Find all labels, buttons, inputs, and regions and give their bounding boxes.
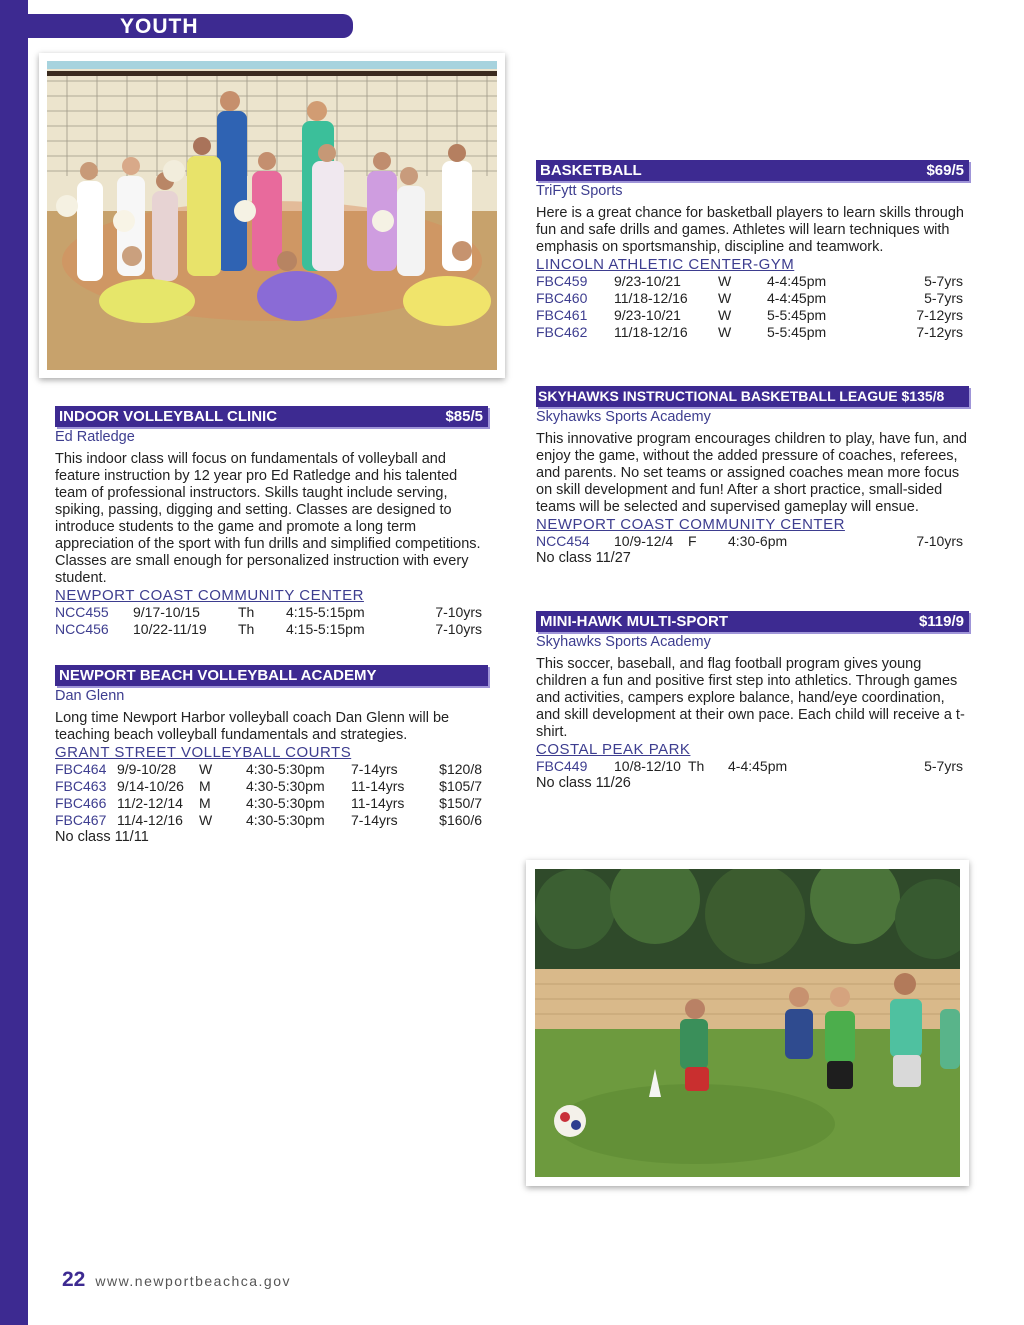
class-row: [55, 778, 488, 795]
volleyball-photo-image: [47, 61, 497, 370]
class-ages: 5-7yrs: [924, 290, 963, 306]
class-row: [55, 761, 488, 778]
class-code: FBC463: [55, 778, 107, 794]
location-link[interactable]: NEWPORT COAST COMMUNITY CENTER: [55, 587, 364, 604]
class-row: [536, 533, 969, 550]
class-day: Th: [688, 758, 705, 774]
class-time: 4-4:45pm: [728, 758, 788, 774]
class-description: This soccer, baseball, and flag football program gives young children a fun and positive first step into athletics. Through games and activities, campers explore balance, hand/eye coordination, and skill development at their own pace. Each child will receive a t-shirt.: [536, 656, 965, 740]
section-header: [55, 406, 488, 427]
class-code: FBC464: [55, 761, 107, 777]
class-description: Long time Newport Harbor volleyball coach Dan Glenn will be teaching beach volleyball fundamentals and strategies.: [55, 710, 450, 743]
class-code: FBC460: [536, 290, 588, 306]
class-time: 4:15-5:15pm: [286, 621, 365, 637]
class-time: 4-4:45pm: [767, 273, 827, 289]
class-ages: 11-14yrs: [351, 778, 405, 794]
class-note: No class 11/27: [536, 550, 631, 566]
section-tab-youth: [28, 14, 353, 38]
class-code: FBC459: [536, 273, 588, 289]
class-dates: 9/23-10/21: [614, 273, 681, 289]
class-note: No class 11/26: [536, 775, 631, 791]
section-title: SKYHAWKS INSTRUCTIONAL BASKETBALL LEAGUE $135/8: [538, 388, 945, 404]
location-link[interactable]: COSTAL PEAK PARK: [536, 741, 691, 758]
class-description: This innovative program encourages children to play, have fun, and enjoy the game, without the added pressure of coaches, referees, and parents. No set teams or assigned coaches mean more focus on skill development and fun! After a short practice, small-sided teams will be selected and supervised gameplay will ensue.: [536, 431, 967, 515]
section-title: NEWPORT BEACH VOLLEYBALL ACADEMY: [59, 667, 377, 684]
class-ages: 7-14yrs: [351, 761, 398, 777]
location-link[interactable]: GRANT STREET VOLLEYBALL COURTS: [55, 744, 352, 761]
class-row: [536, 273, 969, 290]
class-row: [55, 621, 488, 638]
basketball: [536, 160, 969, 341]
class-code: FBC462: [536, 324, 588, 340]
class-dates: 10/22-11/19: [133, 621, 207, 637]
section-header: [536, 160, 969, 181]
class-code: FBC467: [55, 812, 107, 828]
class-day: M: [199, 795, 211, 811]
class-ages: 7-10yrs: [435, 621, 482, 637]
section-price: $85/5: [445, 408, 483, 425]
class-row: [536, 307, 969, 324]
section-title: BASKETBALL: [540, 162, 642, 179]
section-header: [55, 665, 488, 686]
class-time: 4:30-5:30pm: [246, 795, 325, 811]
volleyball-group-photo: [39, 53, 505, 378]
class-day: W: [718, 307, 732, 323]
class-row: [536, 758, 969, 775]
class-price: $105/7: [439, 778, 482, 794]
class-dates: 9/17-10/15: [133, 604, 200, 620]
class-dates: 11/18-12/16: [614, 324, 688, 340]
instructor-name: TriFytt Sports: [536, 183, 623, 199]
sidebar-bar: [0, 0, 28, 1325]
class-time: 4:30-6pm: [728, 533, 788, 549]
website-link[interactable]: www.newportbeachca.gov: [95, 1273, 292, 1289]
class-day: Th: [238, 604, 255, 620]
class-price: $120/8: [439, 761, 482, 777]
class-row: [536, 290, 969, 307]
class-ages: 7-10yrs: [916, 533, 963, 549]
section-tab-label: YOUTH: [120, 15, 199, 38]
indoor-volleyball-clinic: [55, 406, 488, 638]
page-footer: [62, 1268, 291, 1292]
class-time: 5-5:45pm: [767, 307, 827, 323]
class-day: W: [718, 273, 732, 289]
skyhawks-basketball-league: [536, 386, 969, 567]
section-header: [536, 611, 969, 632]
class-ages: 7-12yrs: [916, 324, 963, 340]
class-time: 4:30-5:30pm: [246, 761, 325, 777]
class-day: Th: [238, 621, 255, 637]
class-ages: 11-14yrs: [351, 795, 405, 811]
class-dates: 11/2-12/14: [117, 795, 183, 811]
class-time: 4-4:45pm: [767, 290, 827, 306]
class-dates: 11/18-12/16: [614, 290, 688, 306]
class-code: FBC461: [536, 307, 588, 323]
class-description: This indoor class will focus on fundamentals of volleyball and feature instruction by 12 year pro Ed Ratledge and his talented team of professional instructors. Skills taught include serving, spiking, passing, digging and setting. Classes are designed to introduce students to the game and promote a long term appreciation of the sport with fun drills and simplified competitions. Classes are small enough for personalized instruction with every student.: [55, 451, 481, 586]
instructor-name: Dan Glenn: [55, 688, 125, 704]
class-price: $160/6: [439, 812, 482, 828]
class-ages: 7-10yrs: [435, 604, 482, 620]
volleyball-academy: [55, 665, 488, 846]
class-ages: 5-7yrs: [924, 273, 963, 289]
section-price: $119/9: [918, 613, 964, 630]
class-code: FBC449: [536, 758, 588, 774]
class-time: 4:15-5:15pm: [286, 604, 365, 620]
class-price: $150/7: [439, 795, 482, 811]
location-link[interactable]: LINCOLN ATHLETIC CENTER-GYM: [536, 256, 795, 273]
instructor-name: Skyhawks Sports Academy: [536, 409, 711, 425]
class-code: NCC456: [55, 621, 109, 637]
class-day: W: [718, 324, 732, 340]
class-dates: 10/8-12/10: [614, 758, 681, 774]
class-dates: 10/9-12/4: [614, 533, 674, 549]
mini-hawk-multi-sport: [536, 611, 969, 792]
class-code: NCC455: [55, 604, 109, 620]
class-ages: 7-12yrs: [916, 307, 963, 323]
instructor-name: Skyhawks Sports Academy: [536, 634, 711, 650]
kids-soccer-photo: [526, 860, 969, 1186]
class-row: [55, 812, 488, 829]
class-day: M: [199, 778, 211, 794]
section-price: $69/5: [926, 162, 964, 179]
class-time: 4:30-5:30pm: [246, 812, 325, 828]
class-row: [536, 324, 969, 341]
section-title: MINI-HAWK MULTI-SPORT: [540, 613, 729, 630]
class-dates: 11/4-12/16: [117, 812, 183, 828]
class-note: No class 11/11: [55, 829, 149, 845]
class-day: W: [718, 290, 732, 306]
class-ages: 5-7yrs: [924, 758, 963, 774]
class-description: Here is a great chance for basketball players to learn skills through fun and safe drills and games. Athletes will learn techniques with emphasis on sportsmanship, discipline and teamwork.: [536, 205, 964, 255]
class-dates: 9/23-10/21: [614, 307, 681, 323]
class-day: W: [199, 812, 213, 828]
class-code: NCC454: [536, 533, 590, 549]
class-row: [55, 795, 488, 812]
page-number: 22: [62, 1268, 86, 1291]
section-title: INDOOR VOLLEYBALL CLINIC: [59, 408, 278, 425]
class-time: 4:30-5:30pm: [246, 778, 325, 794]
class-code: FBC466: [55, 795, 107, 811]
instructor-name: Ed Ratledge: [55, 429, 135, 445]
class-ages: 7-14yrs: [351, 812, 398, 828]
soccer-photo-image: [535, 869, 960, 1177]
section-header: [536, 386, 969, 407]
class-dates: 9/14-10/26: [117, 778, 184, 794]
class-dates: 9/9-10/28: [117, 761, 177, 777]
class-time: 5-5:45pm: [767, 324, 827, 340]
class-day: W: [199, 761, 213, 777]
class-day: F: [688, 533, 697, 549]
location-link[interactable]: NEWPORT COAST COMMUNITY CENTER: [536, 516, 845, 533]
class-row: [55, 604, 488, 621]
